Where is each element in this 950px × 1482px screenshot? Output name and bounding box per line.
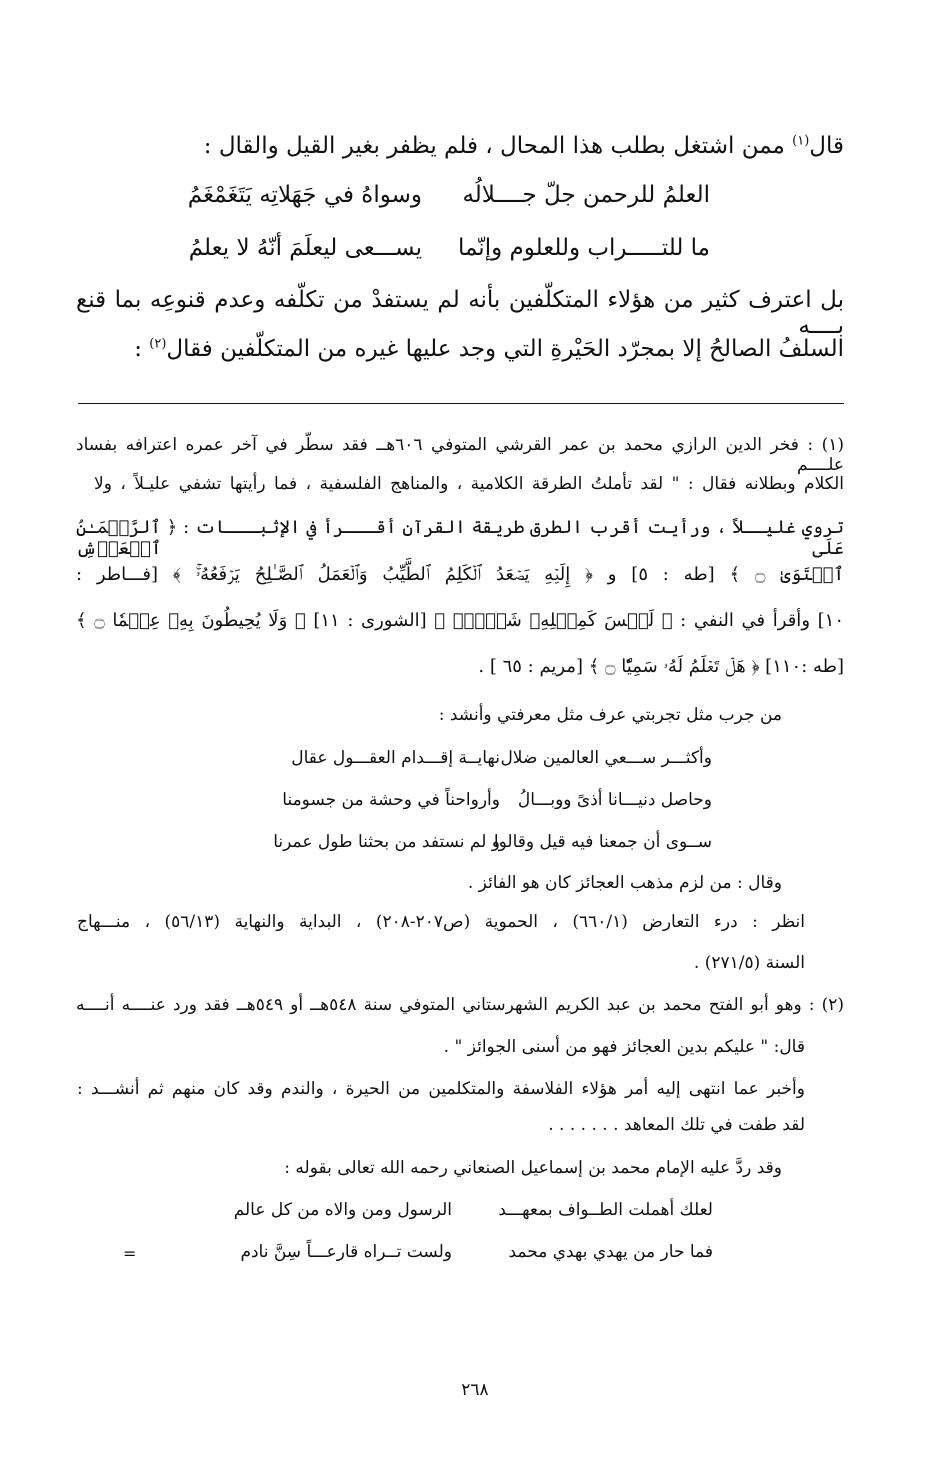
fn1-line-4: ٱسۡتَوَىٰ ۝ ﴾ [طه : ٥] و ﴿ إِلَيۡهِ يَصۡعَدُ ٱلۡكَلِمُ ٱلطَّيِّبُ وَٱلۡعَمَلُ ٱلصَّـٰلِحُ يَرۡفَعُهُۥۚ ﴾ [فـــاطر :: [76, 564, 845, 585]
footnote-ref-1: (١): [792, 133, 810, 149]
main-verse-2-second: يســـعى ليعلَمَ أنّهُ لا يعلمُ: [188, 235, 422, 261]
fn1-line-5: ١٠] وأقرأ في النفي : ﴿ لَيۡسَ كَمِثۡلِهِۦ شَيۡءٌۖ ﴾ [الشورى : ١١] ﴿ وَلَا يُحِيطُونَ بِهِۦ عِلۡمٗا ۝ ﴾: [76, 610, 845, 631]
main-intro-line: [204, 133, 844, 159]
fn1-line-6: [طه :١١٠] ﴿ هَلۡ تَعۡلَمُ لَهُۥ سَمِيّٗا ۝ ﴾ [مريم : ٦٥ ] .: [478, 656, 844, 677]
fn2-line-4: لقد طفت في تلك المعاهد . . . . . . .: [548, 1115, 805, 1135]
fn2-verse-2-first: فما حار من يهدي بهدي محمد: [508, 1242, 713, 1262]
fn1-after: وقال : من لزم مذهب العجائز كان هو الفائز .: [467, 873, 782, 893]
main-verse-1-second: وسواهُ في جَهَلاتِه يَتَغَمْغَمُ: [187, 182, 422, 208]
para2-pre: السلفُ الصالحُ إلا بمجرّد الحَيْرةِ التي وجد عليها غيره من المتكلّفين فقال: [166, 336, 844, 362]
fn1-refs-line-2: السنة (٢٧١/٥) .: [693, 953, 805, 973]
fn1-line-3: تروي غليــلاً ، ورأيت أقرب الطرق طريقة القرآن أقـــرأ في الإثبـــات : ﴿ ٱلرَّحۡمَـٰنُ عَلَى ٱلۡعَرۡشِ: [76, 517, 844, 559]
intro-post: ممن اشتغل بطلب هذا المحال ، فلم يظفر بغير القيل والقال :: [203, 133, 793, 159]
fn1-line-2: الكلام وبطلانه فقال : " لقد تأملتُ الطرقة الكلامية ، والمناهج الفلسفية ، فما رأيتها تشفي عليـلاً ، ولا: [94, 474, 844, 494]
main-paragraph-line-1: بل اعترف كثير من هؤلاء المتكلّفين بأنه لم يستفدْ من تكلّفه وعدم قنوعِه بما قنع بــــه: [76, 287, 844, 339]
fn1-verse-2-second: وحاصل دنيـــانا أذىً ووبـــالُ: [517, 790, 712, 810]
continuation-mark: =: [123, 1244, 137, 1263]
main-verse-1-first: العلمُ للرحمن جلّ جــــلالُه: [462, 182, 710, 208]
footnote-separator: [78, 403, 844, 404]
fn2-verse-1-first: لعلك أهملت الطــواف بمعهـــد: [498, 1200, 713, 1220]
fn1-verse-1-first: نهايــة إقـــدام العقـــول عقال: [291, 748, 500, 768]
fn1-refs-line-1: انظر : درء التعارض (٦٦٠/١) ، الحموية (ص٢٠٧-٢٠٨) ، البداية والنهاية (٥٦/١٣) ، منـــهاج: [77, 912, 805, 932]
fn2-line-5: وقد ردَّ عليه الإمام محمد بن إسماعيل الصنعاني رحمه الله تعالى بقوله :: [284, 1158, 782, 1178]
intro-pre: قال: [809, 133, 844, 159]
footnote-ref-2: (٢): [149, 336, 167, 352]
main-verse-2-first: ما للتـــــراب وللعلوم وإنّما: [457, 235, 710, 261]
page-number: ٢٦٨: [461, 1380, 489, 1400]
main-paragraph-line-2: [134, 336, 844, 362]
fn1-verse-2-first: وأرواحناً في وحشة من جسومنا: [282, 790, 500, 810]
fn2-line-3: وأخبر عما انتهى إليه أمر هؤلاء الفلاسفة والمتكلمين من الحيرة ، والندم وقد كان منهم ثم أنشـــد :: [77, 1079, 805, 1099]
fn1-line-1: (١) : فخر الدين الرازي محمد بن عمر القرشي المتوفي ٦٠٦هــ فقد سطّر في آخر عمره اعترافه بفساد علــــم: [76, 435, 844, 475]
fn1-verse-3-second: ســوى أن جمعنا فيه قيل وقالوا: [493, 832, 712, 852]
fn2-line-2: قال: " عليكم بدين العجائز فهو من أسنى الجوائز " .: [443, 1037, 805, 1057]
fn2-verse-2-second: ولست تــراه قارعـــاً سِنَّ نادم: [240, 1242, 452, 1262]
fn1-intro2: من جرب مثل تجربتي عرف مثل معرفتي وأنشد :: [438, 705, 782, 725]
para2-post: :: [134, 336, 150, 362]
fn1-verse-3-first: و لم نستفد من بحثنا طول عمرنا: [273, 832, 500, 852]
fn2-verse-1-second: الرسول ومن والاه من كل عالم: [233, 1200, 452, 1220]
fn1-verse-1-second: وأكثـــر ســـعي العالمين ضلال: [500, 748, 712, 768]
fn2-line-1: (٢) : وهو أبو الفتح محمد بن عبد الكريم الشهرستاني المتوفي سنة ٥٤٨هــ أو ٥٤٩هــ فقد ورد عنــــه أنــــه: [76, 995, 845, 1015]
